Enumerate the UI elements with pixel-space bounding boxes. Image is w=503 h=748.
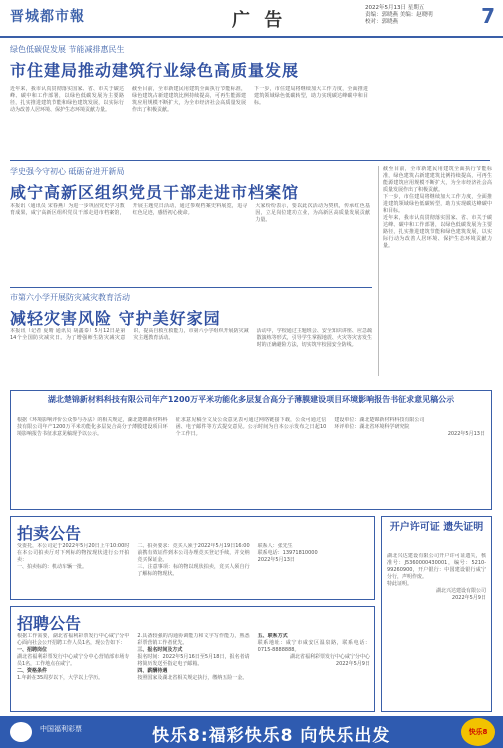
article1-cont-p1: 近年来，我市认真贯彻落实国家、省、市关于碳达峰、碳中和工作部署，以绿色低碳发展为主要路径，扎实推进建筑节能和绿色建筑发展，以实际行动为改善人居环境、保护生态环境贡献力量。 xyxy=(383,215,492,249)
lottery-org: 中国福利彩票 xyxy=(40,725,82,733)
article1-p2: 截至目前，全市新建民用建筑全面执行节能标准，绿色建筑占新建建筑比例持续提高，可再生能源建筑应用规模不断扩大，为全市经济社会高质量发展作出了积极贡献。 xyxy=(132,86,246,113)
article3-kicker: 市第六小学开展防灾减灾教育活动 xyxy=(10,293,130,302)
auction-tel: 联系电话：13971810000 xyxy=(257,550,318,556)
article1-p1: 近年来，我市认真贯彻落实国家、省、市关于碳达峰、碳中和工作部署，以绿色低碳发展为主要路径，扎实推进建筑节能和绿色建筑发展，以实际行动为改善人居环境、保护生态环境贡献力量。 xyxy=(10,86,124,113)
article2-p2: 大家纷纷表示，要以此次活动为契机，传承红色基因，立足岗位建功立业，为高新区高质量发展贡献力量。 xyxy=(255,203,370,223)
article2-p1: 本报讯（通讯员 宋春燕）为进一步巩固党史学习教育成果，咸宁高新区组织党员干部走进市档案馆，开展主题党日活动，通过参观档案史料展览，追寻红色足迹，感悟初心使命。 xyxy=(10,203,248,216)
auction-title: 拍卖公告 xyxy=(17,524,82,543)
auction-p3: 二、拍卖要求：竞买人须于2022年5月19日16:00前携有效证件到本公司办理竞买登记手续，并交纳竞买保证金。 xyxy=(137,543,250,563)
article1-cont-p3: 下一步，市住建局将继续加大工作力度，全面推进建筑领域绿色低碳转型，助力实现碳达峰碳中和目标。 xyxy=(383,194,492,214)
recruit-p4: 2.具备较强的沟通协调能力和文字写作能力，熟悉彩票营销工作者优先。 xyxy=(137,633,250,646)
article1-kicker: 绿色低碳促发展 节能减排惠民生 xyxy=(10,45,125,54)
article3-body xyxy=(10,328,372,384)
eia-notice-box xyxy=(10,390,492,510)
check-line: 校对：郭晓燕 xyxy=(365,19,399,25)
license-p2: 特此证明。 xyxy=(387,581,413,587)
recruit-p5: 报名时间：2022年5月16日至5月18日，报名者请将简历发送至指定电子邮箱。 xyxy=(137,654,250,667)
recruit-p6: 按照国家及湖北省相关规定执行，缴纳五险一金。 xyxy=(137,675,248,681)
article3-p1: 本报讯（记者 夏晴 通讯员 胡鑫泰）5月12日是第14个全国防灾减灾日。为了增强师生防灾减灾意识，提高自救互救能力，市第六小学组织开展防灾减灾主题教育活动。 xyxy=(10,328,249,341)
article1-body xyxy=(10,86,490,154)
eia-notice-p4: 环评单位：湖北省环境科学研究院 xyxy=(334,424,410,430)
eia-notice-body xyxy=(17,417,485,505)
recruit-s2: 二、资格条件 xyxy=(17,668,48,674)
recruit-title: 招聘公告 xyxy=(17,614,82,633)
article1-continued xyxy=(378,166,492,376)
license-notice-box xyxy=(381,516,492,712)
page-number: 7 xyxy=(481,4,495,28)
newspaper-logo: 晋城都市報 xyxy=(10,9,85,25)
page-header xyxy=(0,0,503,38)
recruit-s1: 一、招聘岗位 xyxy=(17,647,48,653)
article2-body xyxy=(10,203,370,283)
recruit-p8: 湖北省福利彩票发行中心咸宁分中心 xyxy=(289,654,370,660)
recruit-p2: 湖北省福利彩票发行中心咸宁分中心营销部市场专员1名，工作地点在咸宁。 xyxy=(17,654,130,667)
welfare-lottery-logo xyxy=(10,722,32,742)
eia-notice-p3: 建设单位：湖北楚锦新材料科技有限公司 xyxy=(334,417,425,423)
lottery-banner xyxy=(0,716,503,748)
license-body xyxy=(387,553,486,707)
eia-notice-p2: 征求意见稿全文及公众意见表可通过网络链接下载，公众可通过信函、电子邮件等方式提交意见。公示时间为自本公示发布之日起10个工作日。 xyxy=(175,417,327,437)
lottery-badge: 快乐8 xyxy=(461,718,495,746)
auction-p2: 一、拍卖标的：机动车辆一批。 xyxy=(17,564,88,570)
section-title: 广 告 xyxy=(232,10,287,31)
eia-notice-p1: 根据《环境影响评价公众参与办法》的相关规定，湖北楚锦新材料科技有限公司年产1200万平米功能化多层复合高分子薄膜建设项目环境影响报告书征求意见稿现予以公示。 xyxy=(17,417,168,437)
license-title: 开户许可证 遗失证明 xyxy=(389,522,484,533)
recruit-date: 2022年5月9日 xyxy=(335,661,370,667)
eia-notice-title: 湖北楚锦新材料科技有限公司年产1200万平米功能化多层复合高分子薄膜建设项目环境影响报告书征求意见稿公示 xyxy=(47,395,455,404)
recruit-body xyxy=(17,633,370,709)
editor-line: 责编：郭晓燕 美编：赵晓明 xyxy=(365,12,433,18)
auction-body xyxy=(17,543,370,597)
auction-notice-box xyxy=(10,516,375,600)
license-date: 2022年5月9日 xyxy=(451,595,486,601)
divider xyxy=(10,160,490,161)
article2-kicker: 学史强今守初心 砥砺奋进开新局 xyxy=(10,167,125,176)
article3-title: 减轻灾害风险 守护美好家园 xyxy=(10,309,221,328)
license-p3: 湖北兴达建设有限公司 xyxy=(435,588,486,594)
divider xyxy=(10,287,372,288)
auction-date: 2022年5月13日 xyxy=(257,557,295,563)
recruit-s3: 三、报名时间及方式 xyxy=(137,647,183,653)
article2-title: 咸宁高新区组织党员干部走进市档案馆 xyxy=(10,183,300,202)
issue-date: 2022年5月13日 星期五 xyxy=(365,5,425,11)
recruit-s4: 四、薪酬待遇 xyxy=(137,668,168,674)
license-p1: 湖北兴达建设有限公司开户许可证遗失，核准号：J5360000430001，编号：5210-99260900，开户银行：中国建设银行咸宁分行，声明作废。 xyxy=(387,553,486,580)
article1-cont-p2: 截至目前，全市新建民用建筑全面执行节能标准，绿色建筑占新建建筑比例持续提高，可再生能源建筑应用规模不断扩大，为全市经济社会高质量发展作出了积极贡献。 xyxy=(383,166,492,193)
article3-p2: 活动中，学校通过主题班会、安全知识讲座、应急疏散演练等形式，引导学生掌握地震、火灾等灾害发生时的正确避险方法，切实筑牢校园安全防线。 xyxy=(256,328,372,348)
article1-p3: 下一步，市住建局将继续加大工作力度，全面推进建筑领域绿色低碳转型，助力实现碳达峰碳中和目标。 xyxy=(254,86,368,106)
article1-title: 市住建局推动建筑行业绿色高质量发展 xyxy=(10,61,300,80)
auction-contact: 联系人：张先生 xyxy=(257,543,293,549)
recruit-notice-box xyxy=(10,606,375,712)
recruit-p7: 联系地址：咸宁市咸安区温泉路，联系电话：0715-8888888。 xyxy=(257,640,370,653)
auction-p4: 三、注意事项：标的物以现状拍卖，竞买人须自行了解标的物现状。 xyxy=(137,564,250,577)
recruit-p3: 1.年龄在35周岁以下，大学以上学历。 xyxy=(17,675,104,681)
lottery-slogan: 快乐8:福彩快乐8 向快乐出发 xyxy=(152,726,391,746)
recruit-s5: 五、联系方式 xyxy=(257,633,288,639)
auction-p1: 受委托，本公司定于2022年5月20日上午10:00时在本公司拍卖厅对下列标的物按现状进行公开拍卖： xyxy=(17,543,130,563)
eia-notice-date: 2022年5月13日 xyxy=(447,431,485,437)
recruit-p1: 根据工作需要，湖北省福利彩票发行中心咸宁分中心面向社会公开招聘工作人员1名，现公告如下： xyxy=(17,633,130,646)
page-meta xyxy=(365,5,433,26)
